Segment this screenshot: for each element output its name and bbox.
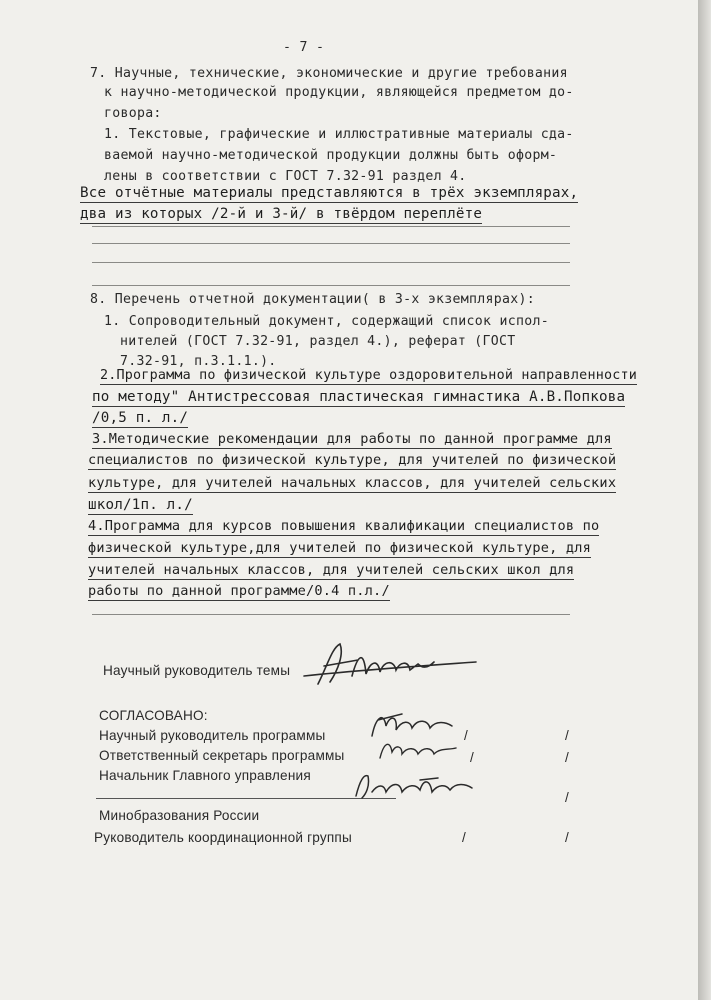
lead-label: Научный руководитель темы: [103, 663, 291, 678]
section7-line-5: ваемой научно-методической продукции должны быть оформ-: [104, 148, 558, 163]
section8-handwritten-2: по методу" Антистрессовая пластическая гимнастика А.В.Попкова: [92, 389, 626, 405]
section8-handwritten-10: учителей начальных классов, для учителей сельских школ для: [88, 562, 575, 578]
ministry-label: Минобразования России: [99, 808, 260, 823]
section7-line-4: 1. Текстовые, графические и иллюстративные материалы сда-: [104, 127, 574, 142]
slash-mark: /: [464, 728, 468, 743]
page-edge: [698, 0, 711, 1000]
blank-rule: [92, 285, 570, 286]
slash-mark: /: [565, 790, 569, 805]
slash-mark: /: [565, 750, 569, 765]
blank-rule: [92, 614, 570, 615]
section7-handwritten-1: Все отчётные материалы представляются в трёх экземплярах,: [80, 185, 579, 201]
section8-handwritten-1: 2.Программа по физической культуре оздоровительной направленности: [100, 368, 638, 383]
section8-handwritten-5: специалистов по физической культуре, для учителей по физической: [88, 452, 617, 468]
program-lead-label: Научный руководитель программы: [99, 728, 326, 743]
slash-mark: /: [470, 750, 474, 765]
signature-chief: [350, 766, 480, 806]
section8-handwritten-3: /0,5 п. л./: [92, 410, 189, 426]
section8-line-3: нителей (ГОСТ 7.32-91, раздел 4.), реферат (ГОСТ: [120, 334, 516, 349]
section8-line-4: 7.32-91, п.3.1.1.).: [120, 354, 277, 369]
section7-line-2: к научно-методической продукции, являющейся предметом до-: [104, 85, 574, 100]
section8-handwritten-6: культуре, для учителей начальных классов, для учителей сельских: [88, 475, 617, 491]
blank-rule: [92, 243, 570, 244]
signature-lead: [300, 636, 480, 692]
slash-mark: /: [462, 830, 466, 845]
section8-handwritten-9: физической культуре,для учителей по физической культуре, для: [88, 540, 592, 556]
page-number: - 7 -: [283, 40, 325, 55]
section8-line-2: 1. Сопроводительный документ, содержащий список испол-: [104, 314, 549, 329]
blank-rule: [92, 262, 570, 263]
section8-line-1: 8. Перечень отчетной документации( в 3-х экземплярах):: [90, 292, 535, 307]
section7-line-6: лены в соответствии с ГОСТ 7.32-91 раздел 4.: [104, 169, 467, 184]
slash-mark: /: [565, 728, 569, 743]
section8-handwritten-8: 4.Программа для курсов повышения квалификации специалистов по: [88, 518, 600, 534]
blank-rule: [92, 226, 570, 227]
agreed-label: СОГЛАСОВАНО:: [99, 708, 208, 723]
section7-line-3: говора:: [104, 106, 162, 121]
section8-handwritten-4: 3.Методические рекомендации для работы по данной программе для: [92, 431, 612, 447]
chief-label: Начальник Главного управления: [99, 768, 311, 783]
slash-mark: /: [565, 830, 569, 845]
secretary-label: Ответственный секретарь программы: [99, 748, 345, 763]
section7-line-1: 7. Научные, технические, экономические и другие требования: [90, 66, 568, 81]
section7-handwritten-2: два из которых /2-й и 3-й/ в твёрдом переплёте: [80, 206, 483, 222]
coordinator-label: Руководитель координационной группы: [94, 830, 352, 845]
section8-handwritten-7: школ/1п. л./: [88, 497, 193, 513]
section8-handwritten-11: работы по данной программе/0.4 п.л./: [88, 583, 390, 599]
